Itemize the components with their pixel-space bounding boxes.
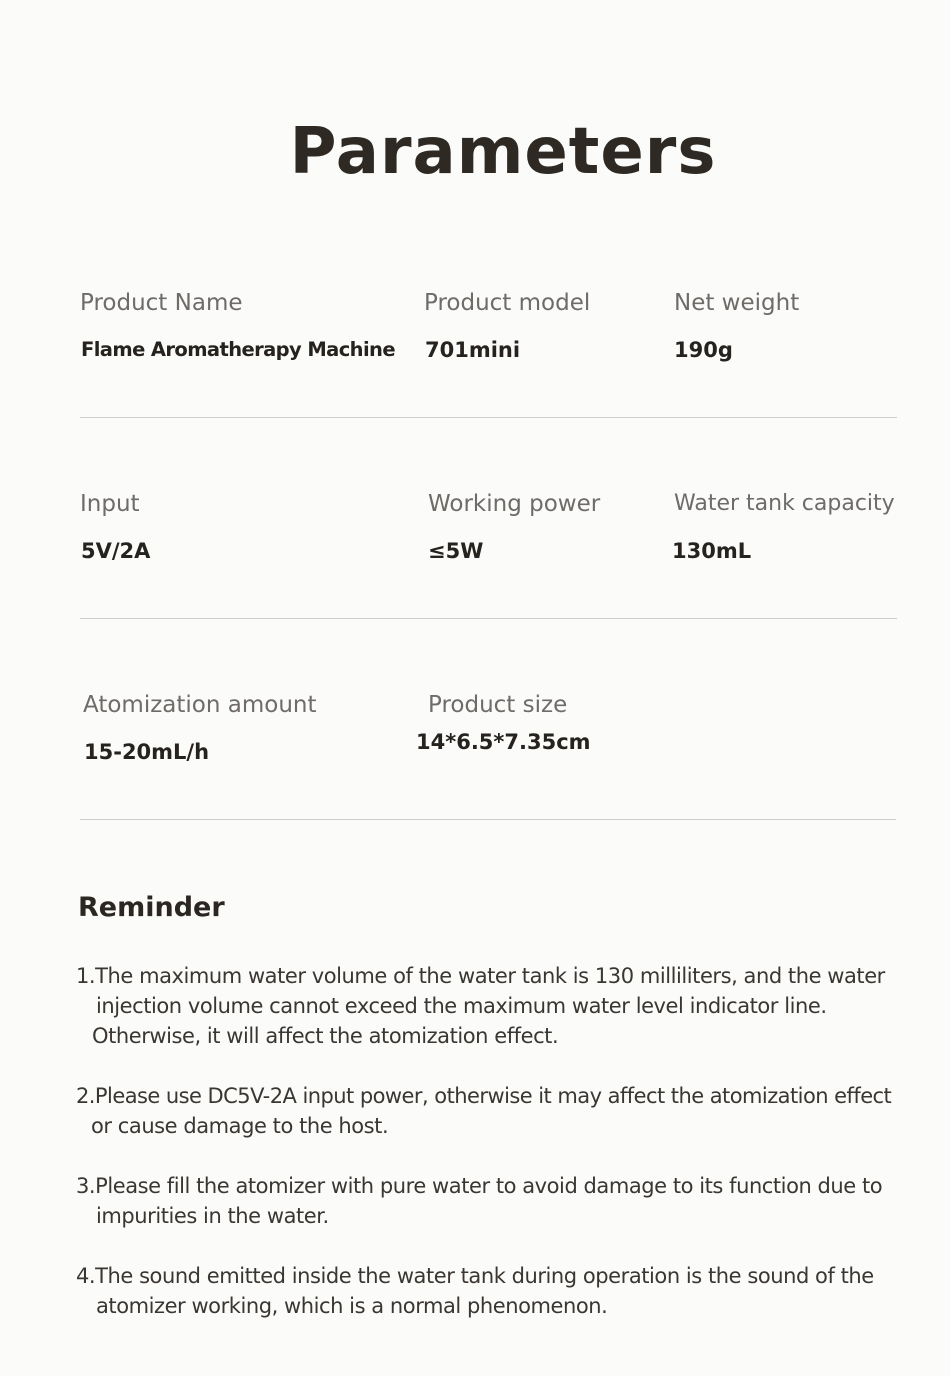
note-line: Otherwise, it will affect the atomization effect. [92, 1024, 559, 1048]
note-line: 1.The maximum water volume of the water tank is 130 milliliters, and the water [76, 964, 885, 988]
param-value: Flame Aromatherapy Machine [81, 338, 395, 361]
reminder-note-1 [76, 961, 916, 1051]
param-label: Water tank capacity [674, 491, 895, 516]
param-product-name [80, 290, 395, 361]
param-label: Product Name [80, 290, 243, 316]
param-label: Working power [428, 491, 601, 517]
reminder-note-3 [76, 1171, 916, 1231]
param-net-weight [674, 290, 800, 362]
param-atomization-amount [83, 692, 317, 764]
param-label: Net weight [674, 290, 800, 316]
param-value: ≤5W [428, 539, 484, 563]
note-line: injection volume cannot exceed the maximum water level indicator line. [96, 994, 827, 1018]
param-input [80, 491, 151, 563]
param-label: Atomization amount [83, 692, 317, 718]
divider [80, 618, 897, 619]
divider [80, 819, 896, 820]
note-line: 2.Please use DC5V-2A input power, otherwise it may affect the atomization effect [76, 1084, 892, 1108]
param-product-size [416, 692, 591, 754]
param-label: Product model [424, 290, 591, 316]
param-value: 190g [674, 338, 733, 362]
param-product-model [424, 290, 591, 362]
param-label: Input [80, 491, 140, 517]
note-line: atomizer working, which is a normal phenomenon. [96, 1294, 608, 1318]
param-value: 701mini [425, 338, 521, 362]
note-line: or cause damage to the host. [91, 1114, 389, 1138]
divider [80, 417, 897, 418]
reminder-note-4 [76, 1261, 916, 1321]
param-label: Product size [428, 692, 568, 718]
param-value: 5V/2A [81, 539, 151, 563]
param-value: 15-20mL/h [84, 740, 210, 764]
note-line: impurities in the water. [96, 1204, 329, 1228]
note-line: 4.The sound emitted inside the water tank during operation is the sound of the [76, 1264, 874, 1288]
param-value: 130mL [672, 539, 752, 563]
reminder-title: Reminder [78, 892, 225, 923]
reminder-note-2 [76, 1081, 916, 1141]
note-line: 3.Please fill the atomizer with pure water to avoid damage to its function due to [76, 1174, 883, 1198]
param-value: 14*6.5*7.35cm [416, 730, 591, 754]
param-working-power [428, 491, 601, 563]
param-water-tank-capacity [672, 491, 895, 563]
page-title: Parameters [289, 115, 717, 189]
